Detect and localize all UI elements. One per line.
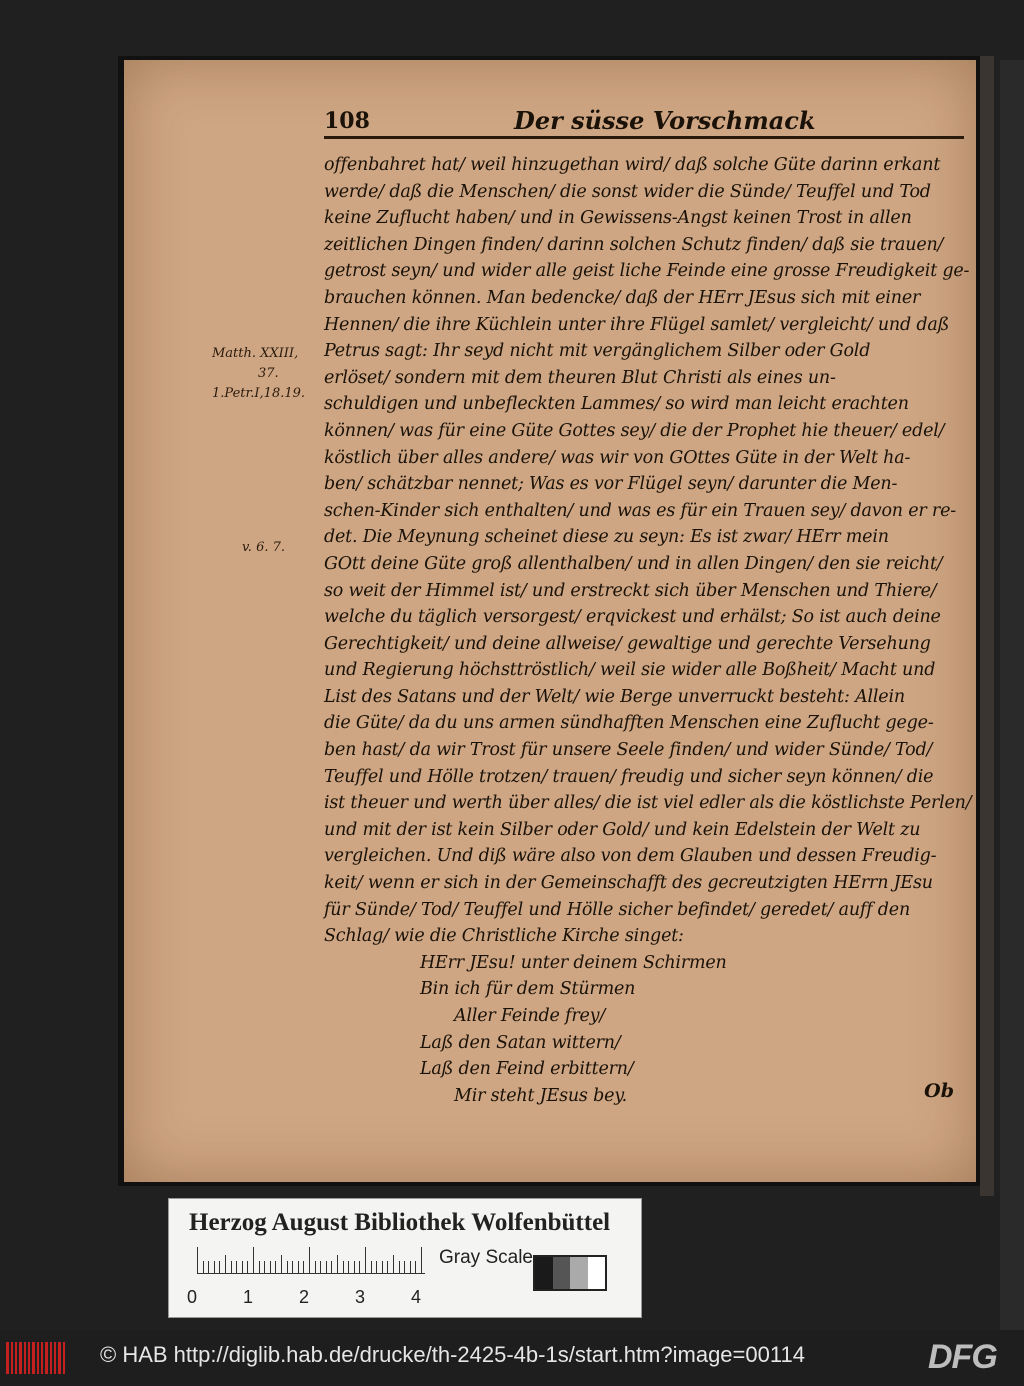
text-line: Teuffel und Hölle trotzen/ trauen/ freudig und sicher seyn können/ die [324,766,934,787]
verse-line: Bin ich für dem Stürmen [420,979,636,1000]
ruler-tick [219,1261,220,1273]
ruler-tick [298,1261,299,1273]
ruler-tick [415,1261,416,1273]
text-line: det. Die Meynung scheinet diese zu seyn: Es ist zwar/ HErr mein [324,527,889,548]
ruler-tick [331,1261,332,1273]
text-line: für Sünde/ Tod/ Teuffel und Hölle sicher befindet/ geredet/ auff den [324,899,911,920]
ruler-tick [214,1261,215,1273]
ruler-tick [292,1261,293,1273]
ruler-tick [320,1261,321,1273]
color-reference-card [168,1198,642,1318]
marginal-note: 1.Petr.I,18.19. [212,386,306,401]
text-line: keine Zuflucht haben/ und in Gewissens-Angst keinen Trost in allen [324,208,912,229]
ruler-tick [208,1261,209,1273]
ruler-tick [326,1261,327,1273]
text-line: GOtt deine Güte groß allenthalben/ und in allen Dingen/ den sie reicht/ [324,553,943,574]
scale-ruler [197,1249,425,1281]
marginal-note: Matth. XXIII, [212,346,299,361]
book-edge [980,56,994,1196]
scan-edge [1000,60,1024,1330]
ruler-label: 4 [411,1287,422,1307]
marginal-note: 37. [258,366,279,381]
ruler-tick [225,1255,226,1273]
text-line: offenbahret hat/ weil hinzugethan wird/ daß solche Güte darinn erkant [324,155,941,175]
text-line: Petrus sagt: Ihr seyd nicht mit vergänglichem Silber oder Gold [324,341,871,362]
text-line: können/ was für eine Güte Gottes sey/ die der Prophet hie theuer/ edel/ [324,420,945,441]
ruler-tick [315,1261,316,1273]
text-line: keit/ wenn er sich in der Gemeinschafft des gecreutzigten HErrn JEsu [324,873,933,894]
text-line: die Güte/ da du uns armen sündhafften Menschen eine Zuflucht gege- [324,713,934,734]
text-line: brauchen können. Man bedencke/ daß der HErr JEsus sich mit einer [324,287,921,308]
ruler-tick [309,1247,310,1273]
text-line: schen-Kinder sich enthalten/ und was es für ein Trauen sey/ davon er re- [324,500,956,521]
ruler-tick [404,1261,405,1273]
ruler-tick [359,1261,360,1273]
ruler-tick [264,1261,265,1273]
verse-line: Mir steht JEsus bey. [454,1085,627,1106]
ruler-tick [410,1261,411,1273]
text-line: erlöset/ sondern mit dem theuren Blut Christi als eines un- [324,367,836,388]
body-text [324,152,972,1109]
text-line: und mit der ist kein Silber oder Gold/ und kein Edelstein der Welt zu [324,819,921,840]
ruler-tick [270,1261,271,1273]
catchword: Ob [924,1080,954,1102]
text-line: welche du täglich versorgest/ erqvickest und erhälst; So ist auch deine [324,607,941,628]
text-line: List des Satans und der Welt/ wie Berge unverruckt besteht: Allein [324,686,905,707]
book-page [124,60,976,1182]
ruler-tick [337,1255,338,1273]
ruler-tick [303,1261,304,1273]
text-line: ist theuer und werth über alles/ die ist viel edler als die köstlichste Perlen/ [324,793,972,814]
ruler-tick [365,1247,366,1273]
text-line: und Regierung höchsttröstlich/ weil sie wider alle Boßheit/ Macht und [324,660,936,681]
text-line: köstlich über alles andere/ was wir von GOttes Güte in der Welt ha- [324,447,911,468]
ruler-tick [354,1261,355,1273]
ruler-tick [203,1261,204,1273]
text-line: schuldigen und unbefleckten Lammes/ so wird man leicht erachten [324,394,909,415]
text-line: Gerechtigkeit/ und deine allweise/ gewaltige und gerechte Versehung [324,633,931,654]
marginal-note: v. 6. 7. [242,540,286,555]
ruler-label: 1 [243,1287,254,1307]
ruler-tick [399,1261,400,1273]
dfg-logo: DFG [928,1338,997,1376]
ruler-tick [376,1261,377,1273]
text-line: werde/ daß die Menschen/ die sonst wider die Sünde/ Teuffel und Tod [324,181,931,202]
ruler-tick [242,1261,243,1273]
ruler-tick [259,1261,260,1273]
text-line: ben hast/ da wir Trost für unsere Seele finden/ und wider Sünde/ Tod/ [324,740,933,761]
ruler-tick [247,1261,248,1273]
ruler-label: 0 [187,1287,198,1307]
ruler-tick [281,1255,282,1273]
text-line: Schlag/ wie die Christliche Kirche singet: [324,926,684,947]
ruler-tick [236,1261,237,1273]
ruler-tick [253,1247,254,1273]
copyright-url[interactable]: © HAB http://diglib.hab.de/drucke/th-2425-4b-1s/start.htm?image=00114 [100,1342,805,1367]
gray-scale-swatch [533,1255,607,1291]
text-line: zeitlichen Dingen finden/ darinn solchen Schutz finden/ daß sie trauen/ [324,234,944,255]
ruler-label: 3 [355,1287,366,1307]
verse-line: Aller Feinde frey/ [454,1006,606,1026]
ruler-tick [197,1247,198,1273]
ruler-tick [387,1261,388,1273]
text-line: vergleichen. Und diß wäre also von dem Glauben und dessen Freudig- [324,846,937,867]
footer-bar [0,1330,1024,1386]
ruler-tick [393,1255,394,1273]
verse-line: Laß den Feind erbittern/ [420,1059,634,1080]
gray-scale-label: Gray Scale [439,1247,533,1268]
ruler-tick [371,1261,372,1273]
ruler-tick [382,1261,383,1273]
barcode-icon [6,1342,65,1374]
ruler-tick [275,1261,276,1273]
verse-line: Laß den Satan wittern/ [420,1032,621,1053]
text-line: getrost seyn/ und wider alle geist liche Feinde eine grosse Freudigkeit ge- [324,261,970,282]
ruler-label: 2 [299,1287,310,1307]
ruler-tick [421,1247,422,1273]
header-rule [324,136,964,139]
text-line: ben/ schätzbar nennet; Was es vor Flügel seyn/ darunter die Men- [324,474,898,495]
page-number: 108 [324,108,370,134]
ruler-tick [287,1261,288,1273]
text-line: so weit der Himmel ist/ und erstreckt sich über Menschen und Thiere/ [324,580,937,601]
running-head: Der süsse Vorschmack [514,106,816,135]
verse-line: HErr JEsu! unter deinem Schirmen [420,952,727,973]
library-name: Herzog August Bibliothek Wolfenbüttel [189,1209,611,1236]
ruler-tick [348,1261,349,1273]
text-line: Hennen/ die ihre Küchlein unter ihre Flügel samlet/ vergleicht/ und daß [324,314,950,335]
ruler-tick [231,1261,232,1273]
ruler-tick [343,1261,344,1273]
